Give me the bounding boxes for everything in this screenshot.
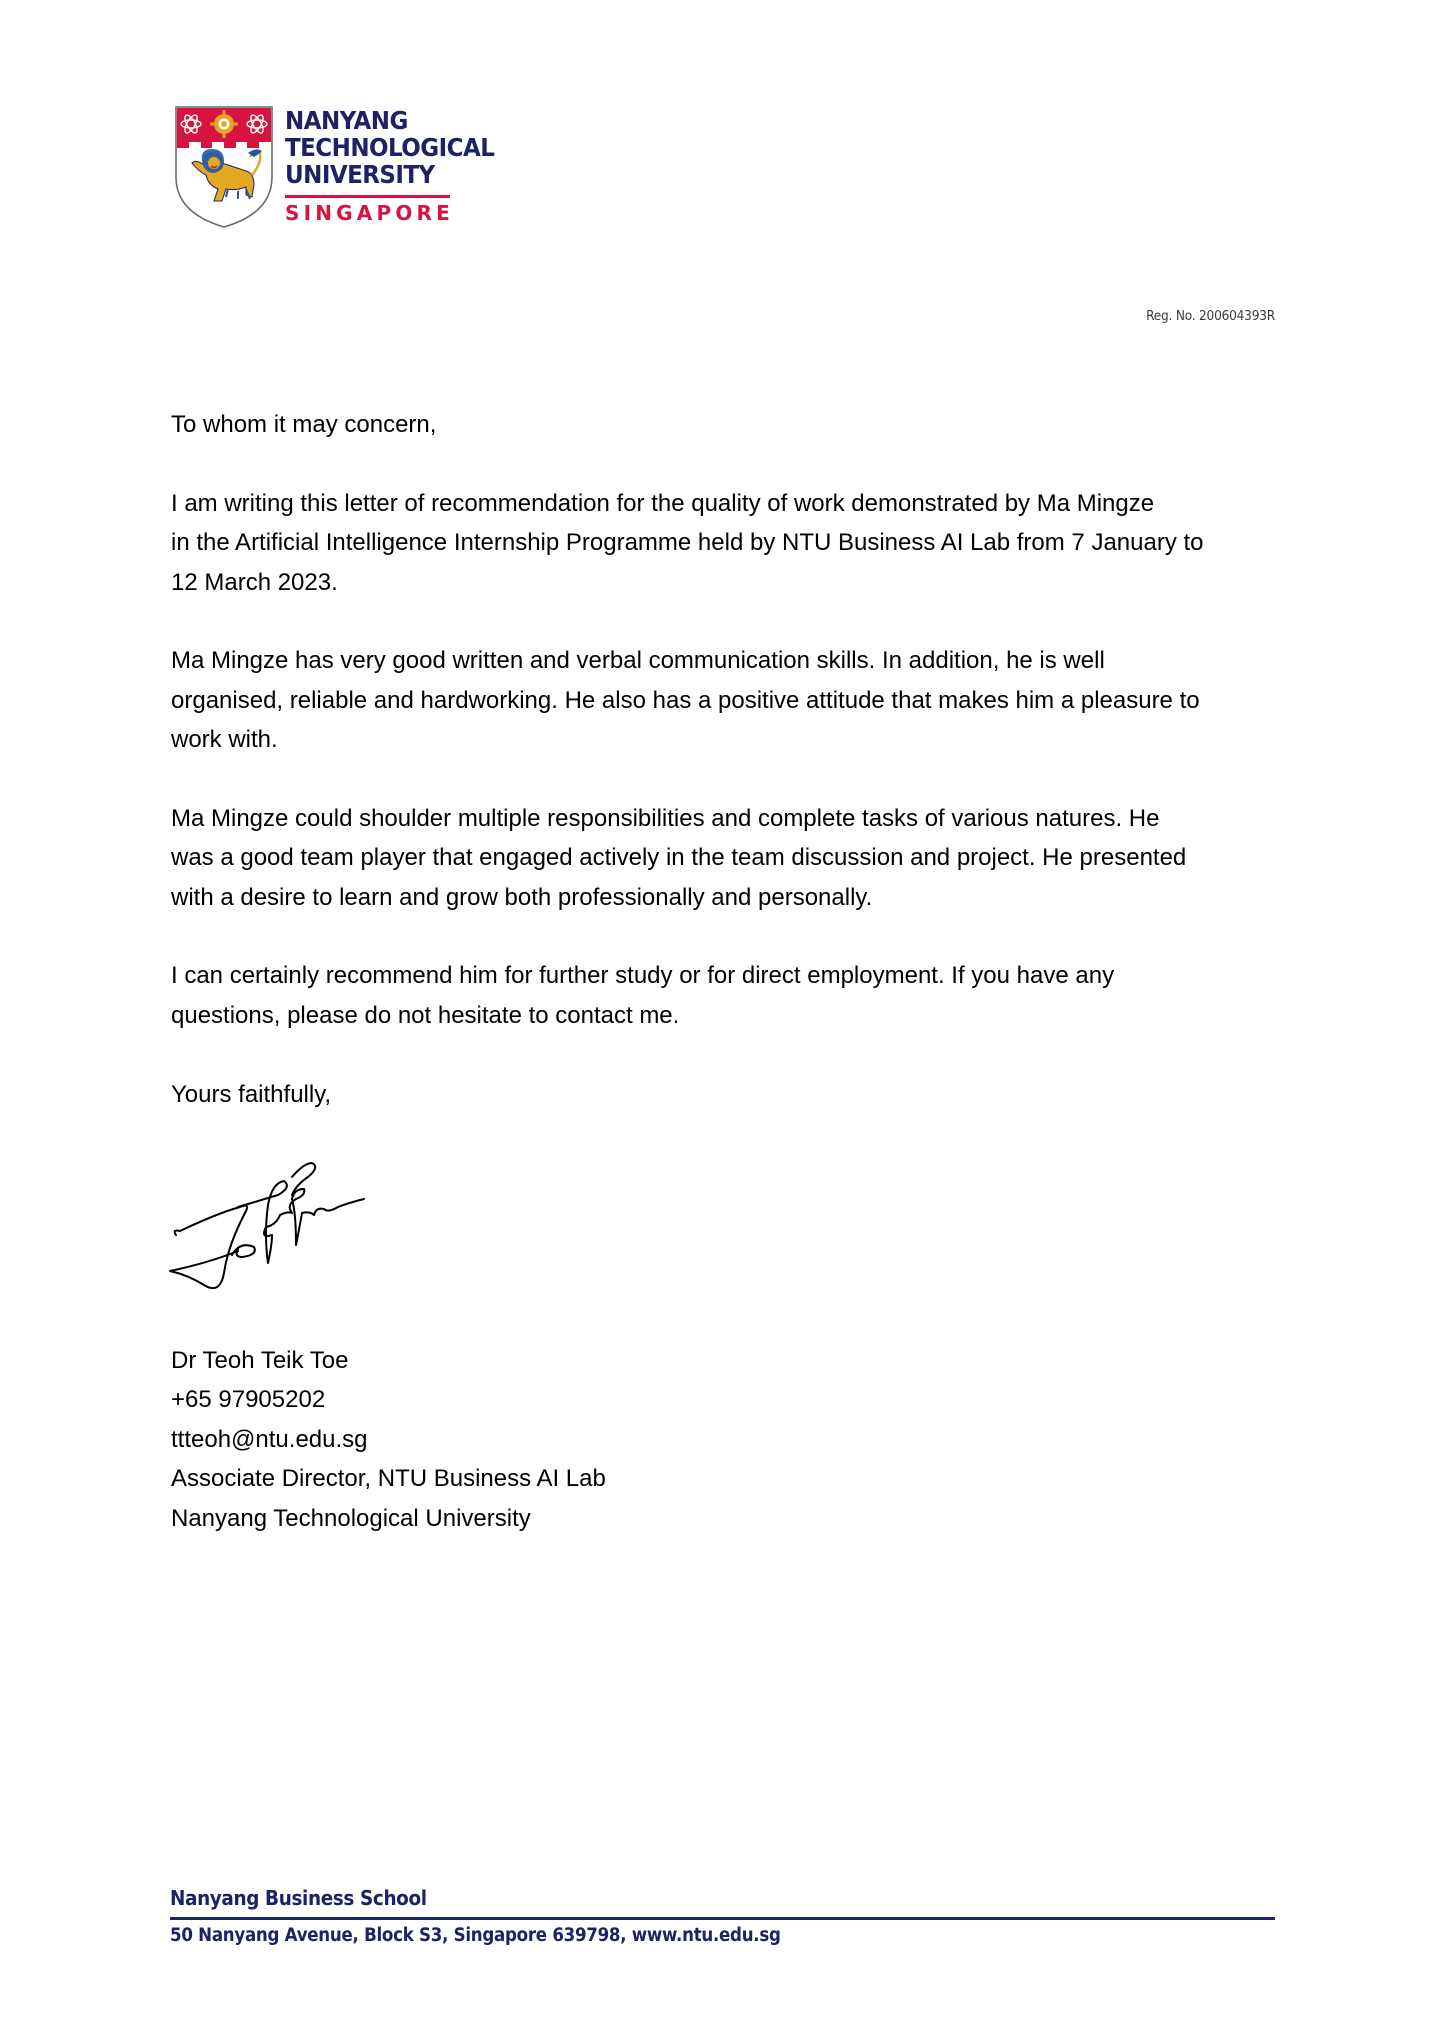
registration-number: Reg. No. 200604393R <box>1146 308 1275 324</box>
signatory-organisation: Nanyang Technological University <box>171 1504 531 1532</box>
signatory-phone: +65 97905202 <box>171 1386 326 1414</box>
salutation: To whom it may concern, <box>171 411 437 438</box>
paragraph-line: with a desire to learn and grow both professionally and personally. <box>171 883 873 911</box>
wordmark-country: SINGAPORE <box>285 201 455 225</box>
university-wordmark <box>285 107 513 188</box>
paragraph-line: in the Artificial Intelligence Internship Programme held by NTU Business AI Lab from 7 January to <box>171 529 1204 557</box>
signatory-email: ttteoh@ntu.edu.sg <box>171 1425 368 1453</box>
paragraph-line: Ma Mingze could shoulder multiple responsibilities and complete tasks of various natures. He <box>171 804 1160 832</box>
paragraph-1 <box>171 484 1311 602</box>
ntu-crest-icon <box>174 105 274 229</box>
letter-body <box>171 405 1311 1114</box>
paragraph-line: I am writing this letter of recommendation for the quality of work demonstrated by Ma Mingze <box>171 489 1155 517</box>
signature-icon <box>168 1155 368 1295</box>
paragraph-line: work with. <box>171 726 278 754</box>
paragraph-line: was a good team player that engaged actively in the team discussion and project. He presented <box>171 844 1187 872</box>
signatory-name: Dr Teoh Teik Toe <box>171 1347 349 1374</box>
wordmark-line-3: UNIVERSITY <box>285 160 435 189</box>
paragraph-3 <box>171 799 1311 917</box>
closing: Yours faithfully, <box>171 1080 332 1108</box>
ntu-logo <box>174 105 514 230</box>
footer-divider <box>170 1917 1275 1920</box>
signatory-block <box>171 1341 606 1538</box>
footer-school-name: Nanyang Business School <box>170 1886 427 1910</box>
paragraph-2 <box>171 641 1311 759</box>
paragraph-line: 12 March 2023. <box>171 568 338 596</box>
paragraph-line: organised, reliable and hardworking. He also has a positive attitude that makes him a pleasure to <box>171 686 1200 714</box>
wordmark-line-2: TECHNOLOGICAL <box>285 133 495 162</box>
signatory-title: Associate Director, NTU Business AI Lab <box>171 1465 606 1493</box>
paragraph-line: Ma Mingze has very good written and verbal communication skills. In addition, he is well <box>171 647 1105 675</box>
paragraph-line: questions, please do not hesitate to contact me. <box>171 1001 680 1029</box>
wordmark-line-1: NANYANG <box>285 106 408 135</box>
paragraph-4 <box>171 956 1311 1035</box>
footer-address: 50 Nanyang Avenue, Block S3, Singapore 639798, www.ntu.edu.sg <box>170 1925 781 1946</box>
paragraph-line: I can certainly recommend him for further study or for direct employment. If you have any <box>171 962 1115 990</box>
wordmark-divider <box>285 195 450 198</box>
